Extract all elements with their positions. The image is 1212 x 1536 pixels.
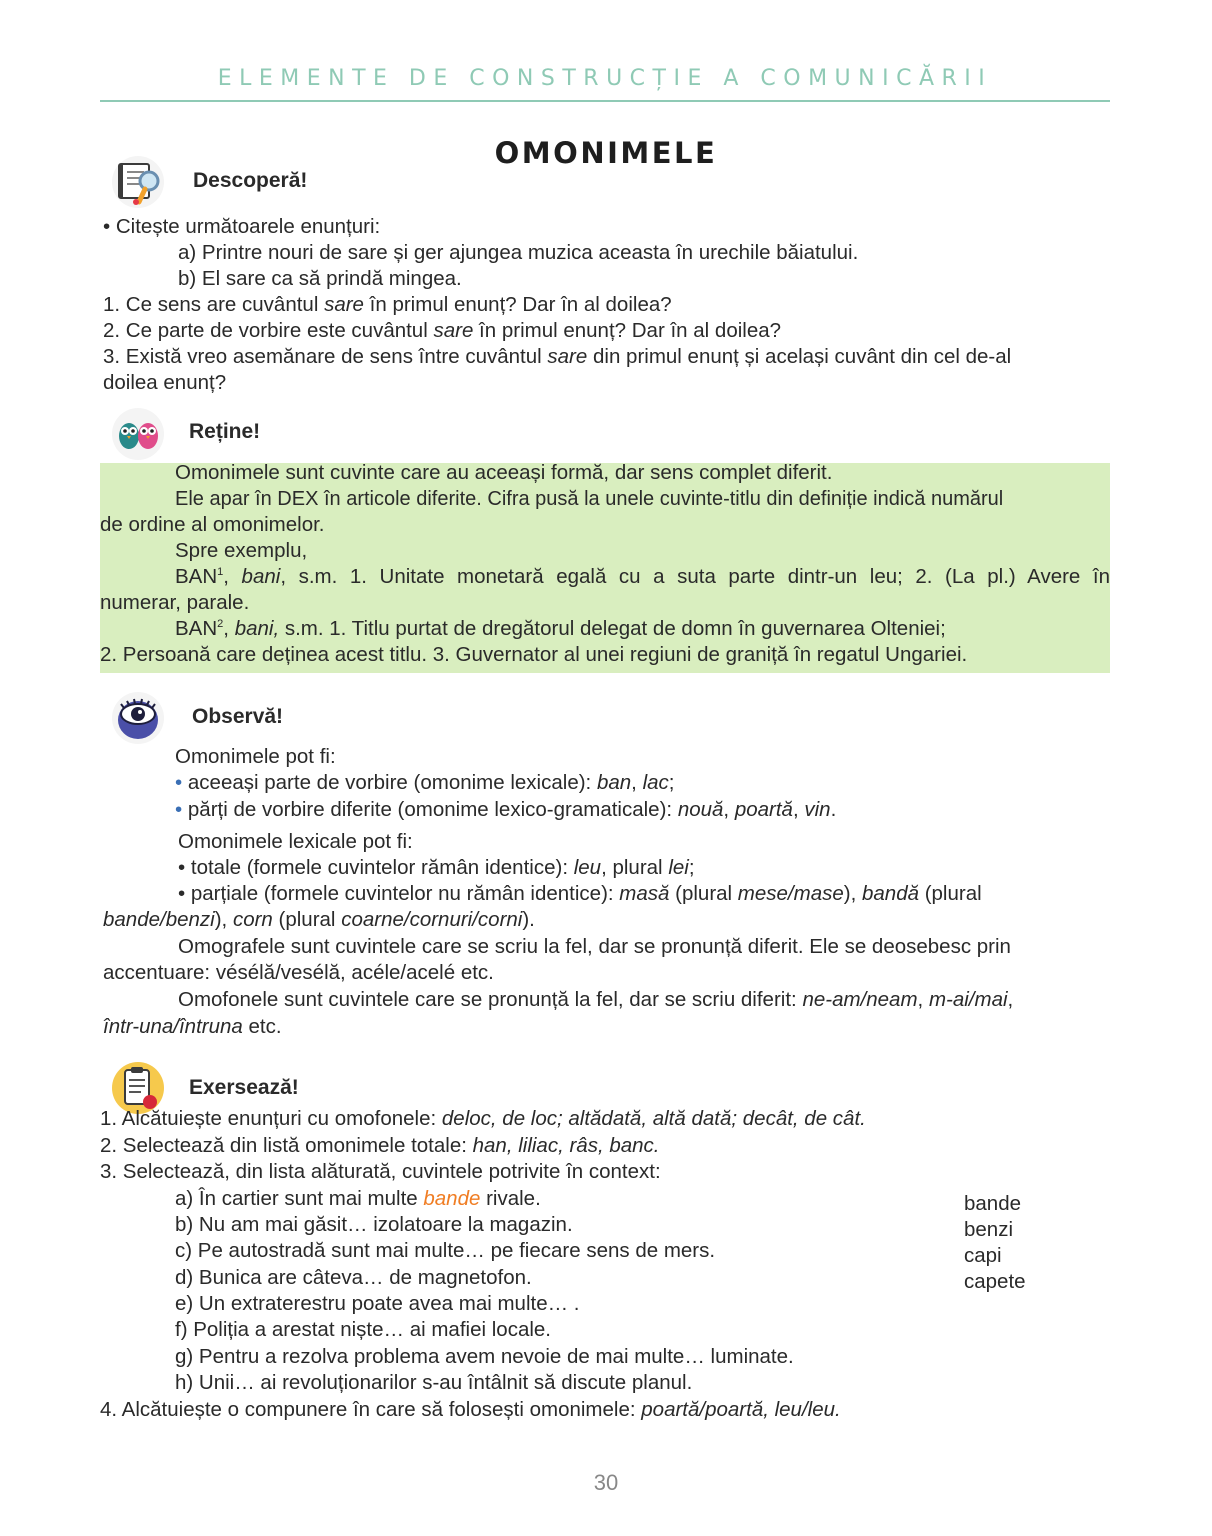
question-3-cont: doilea enunț? bbox=[103, 371, 227, 394]
example-b: b) El sare ca să prindă mingea. bbox=[178, 267, 462, 290]
retine-line-1: Omonimele sunt cuvinte care au aceeași formă, dar sens complet diferit. bbox=[175, 461, 833, 484]
exercise-3-g: g) Pentru a rezolva problema avem nevoie de mai multe… luminate. bbox=[175, 1345, 794, 1368]
exercise-3-d: d) Bunica are câteva… de magnetofon. bbox=[175, 1266, 532, 1289]
omografe-line-2: accentuare: vésélă/vesélă, acéle/acelé etc. bbox=[103, 961, 494, 984]
exercise-3-a: a) În cartier sunt mai multe bande rivale. bbox=[175, 1187, 541, 1210]
omografe-line-1: Omografele sunt cuvintele care se scriu la fel, dar se pronunță diferit. Ele se deosebesc prin bbox=[178, 935, 1011, 958]
word-list-item: capete bbox=[964, 1270, 1026, 1293]
observa-partiale-cont: bande/benzi), corn (plural coarne/cornuri/corni). bbox=[103, 908, 535, 931]
ban2-definition-cont: 2. Persoană care deținea acest titlu. 3. Guvernator al unei regiuni de graniță în regatul Ungariei. bbox=[100, 643, 968, 666]
word-list bbox=[964, 1191, 1026, 1295]
observa-bullet-2: • părți de vorbire diferite (omonime lexico-gramaticale): nouă, poartă, vin. bbox=[175, 798, 837, 821]
exerseaza-heading: Exersează! bbox=[189, 1076, 299, 1099]
exercise-2: 2. Selectează din listă omonimele totale: han, liliac, râs, banc. bbox=[100, 1134, 660, 1157]
eye-icon bbox=[110, 690, 166, 746]
observa-heading: Observă! bbox=[192, 705, 284, 728]
word-list-item: capi bbox=[964, 1244, 1002, 1267]
page-number: 30 bbox=[593, 1470, 619, 1495]
word-list-item: bande bbox=[964, 1192, 1022, 1215]
example-a: a) Printre nouri de sare și ger ajungea muzica aceasta în urechile băiatului. bbox=[178, 241, 859, 264]
retine-line-3: de ordine al omonimelor. bbox=[100, 513, 325, 536]
bullet: • bbox=[175, 798, 183, 821]
descopera-intro: • Citește următoarele enunțuri: bbox=[103, 215, 381, 238]
question-1: 1. Ce sens are cuvântul sare în primul enunț? Dar în al doilea? bbox=[103, 293, 672, 316]
word-list-item: benzi bbox=[964, 1218, 1014, 1241]
exercise-1: 1. Alcătuiește enunțuri cu omofonele: deloc, de loc; altădată, altă dată; decât, de cât. bbox=[100, 1107, 866, 1130]
retine-heading: Reține! bbox=[189, 420, 261, 443]
omofone-line-2: într-una/întruna etc. bbox=[103, 1015, 282, 1038]
observa-line-2: Omonimele lexicale pot fi: bbox=[178, 830, 413, 853]
ban1-definition: BAN$^1$, bani, s.m. 1. Unitate monetară egală cu a suta parte dintr-un leu; 2. (La pl.) Avere în bbox=[175, 565, 1110, 588]
observa-totale: • totale (formele cuvintelor rămân identice): leu, plural lei; bbox=[178, 856, 695, 879]
exercise-3-b: b) Nu am mai găsit… izolatoare la magazin. bbox=[175, 1213, 573, 1236]
observa-bullet-1: • aceeași parte de vorbire (omonime lexicale): ban, lac; bbox=[175, 771, 675, 794]
exercise-3-h: h) Unii… ai revoluționarilor s-au întâlnit să discute planul. bbox=[175, 1371, 693, 1394]
exercise-4: 4. Alcătuiește o compunere în care să folosești omonimele: poartă/poartă, leu/leu. bbox=[100, 1398, 841, 1421]
exercise-3-c: c) Pe autostradă sunt mai multe… pe fiecare sens de mers. bbox=[175, 1239, 716, 1262]
observa-partiale: • parțiale (formele cuvintelor nu rămân identice): masă (plural mese/mase), bandă (plural bbox=[178, 882, 982, 905]
descopera-heading: Descoperă! bbox=[193, 169, 308, 192]
observa-line-1: Omonimele pot fi: bbox=[175, 745, 336, 768]
chapter-header bbox=[100, 66, 1110, 102]
owls-icon bbox=[110, 406, 166, 462]
bullet: • bbox=[175, 771, 183, 794]
omofone-line-1: Omofonele sunt cuvintele care se pronunță la fel, dar se scriu diferit: ne-am/neam, m-ai/mai, bbox=[178, 988, 1014, 1011]
question-2: 2. Ce parte de vorbire este cuvântul sare în primul enunț? Dar în al doilea? bbox=[103, 319, 782, 342]
ban1-definition-cont: numerar, parale. bbox=[100, 591, 250, 614]
book-magnifier-icon bbox=[110, 154, 166, 210]
ban2-definition: BAN$^2$, bani, s.m. 1. Titlu purtat de dregătorul delegat de domn în guvernarea Olteniei; bbox=[175, 617, 946, 640]
page-title: OMONIMELE bbox=[494, 136, 718, 170]
exercise-3-e: e) Un extraterestru poate avea mai multe… . bbox=[175, 1292, 580, 1315]
chapter-title: ELEMENTE DE CONSTRUCȚIE A COMUNICĂRII bbox=[217, 66, 993, 91]
retine-line-4: Spre exemplu, bbox=[175, 539, 308, 562]
retine-line-2: Ele apar în DEX în articole diferite. Cifra pusă la unele cuvinte-titlu din definiție indică numărul bbox=[175, 488, 1004, 510]
exercise-3: 3. Selectează, din lista alăturată, cuvintele potrivite în context: bbox=[100, 1160, 661, 1183]
question-3: 3. Există vreo asemănare de sens între cuvântul sare din primul enunț și același cuvânt din cel de-al bbox=[103, 345, 1012, 368]
exercise-3-f: f) Poliția a arestat niște… ai mafiei locale. bbox=[175, 1318, 551, 1341]
